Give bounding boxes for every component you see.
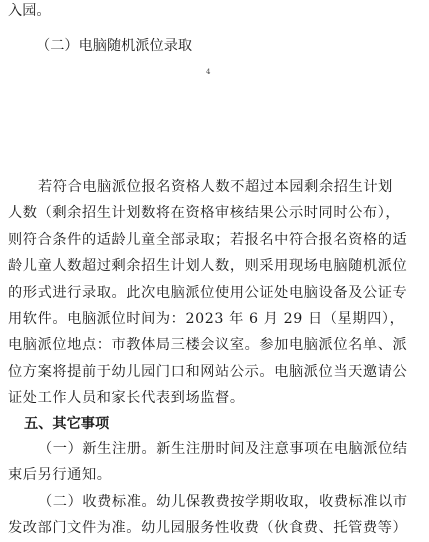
- paragraph-line: 龄儿童人数超过剩余招生计划人数，则采用现场电脑随机派位: [8, 258, 408, 275]
- paragraph-line: （二）收费标准。幼儿保教费按学期收取，收费标准以市: [38, 493, 408, 510]
- paragraph-line: 若符合电脑派位报名资格人数不超过本园剩余招生计划: [38, 179, 393, 195]
- continued-text-line: 入园。: [8, 3, 51, 19]
- paragraph-line: 证处工作人员和家长代表到场监督。: [8, 390, 245, 407]
- section-heading-other-matters: 五、其它事项: [24, 416, 110, 432]
- paragraph-line: 用软件。电脑派位时间为：2023 年 6 月 29 日（星期四），: [8, 311, 405, 328]
- paragraph-line: 电脑派位地点：市教体局三楼会议室。参加电脑派位名单、派: [8, 337, 408, 354]
- paragraph-line: 的形式进行录取。此次电脑派位使用公证处电脑设备及公证专: [8, 284, 408, 301]
- section-heading-computer-allocation: （二）电脑随机派位录取: [36, 38, 193, 54]
- paragraph-line: 则符合条件的适龄儿童全部录取；若报名中符合报名资格的适: [8, 231, 408, 248]
- paragraph-line: 人数（剩余招生计划数将在资格审核结果公示时同时公布），: [8, 205, 401, 222]
- paragraph-line: 发改部门文件为准。幼儿园服务性收费（伙食费、托管费等）: [8, 520, 408, 537]
- paragraph-line: 位方案将提前于幼儿园门口和网站公示。电脑派位当天邀请公: [8, 363, 408, 380]
- paragraph-other-matters: [8, 436, 428, 542]
- paragraph-line: 束后另行通知。: [8, 467, 112, 484]
- paragraph-line: （一）新生注册。新生注册时间及注意事项在电脑派位结: [38, 441, 408, 457]
- page-number: 4: [206, 68, 211, 76]
- paragraph-allocation-rules: [8, 174, 428, 412]
